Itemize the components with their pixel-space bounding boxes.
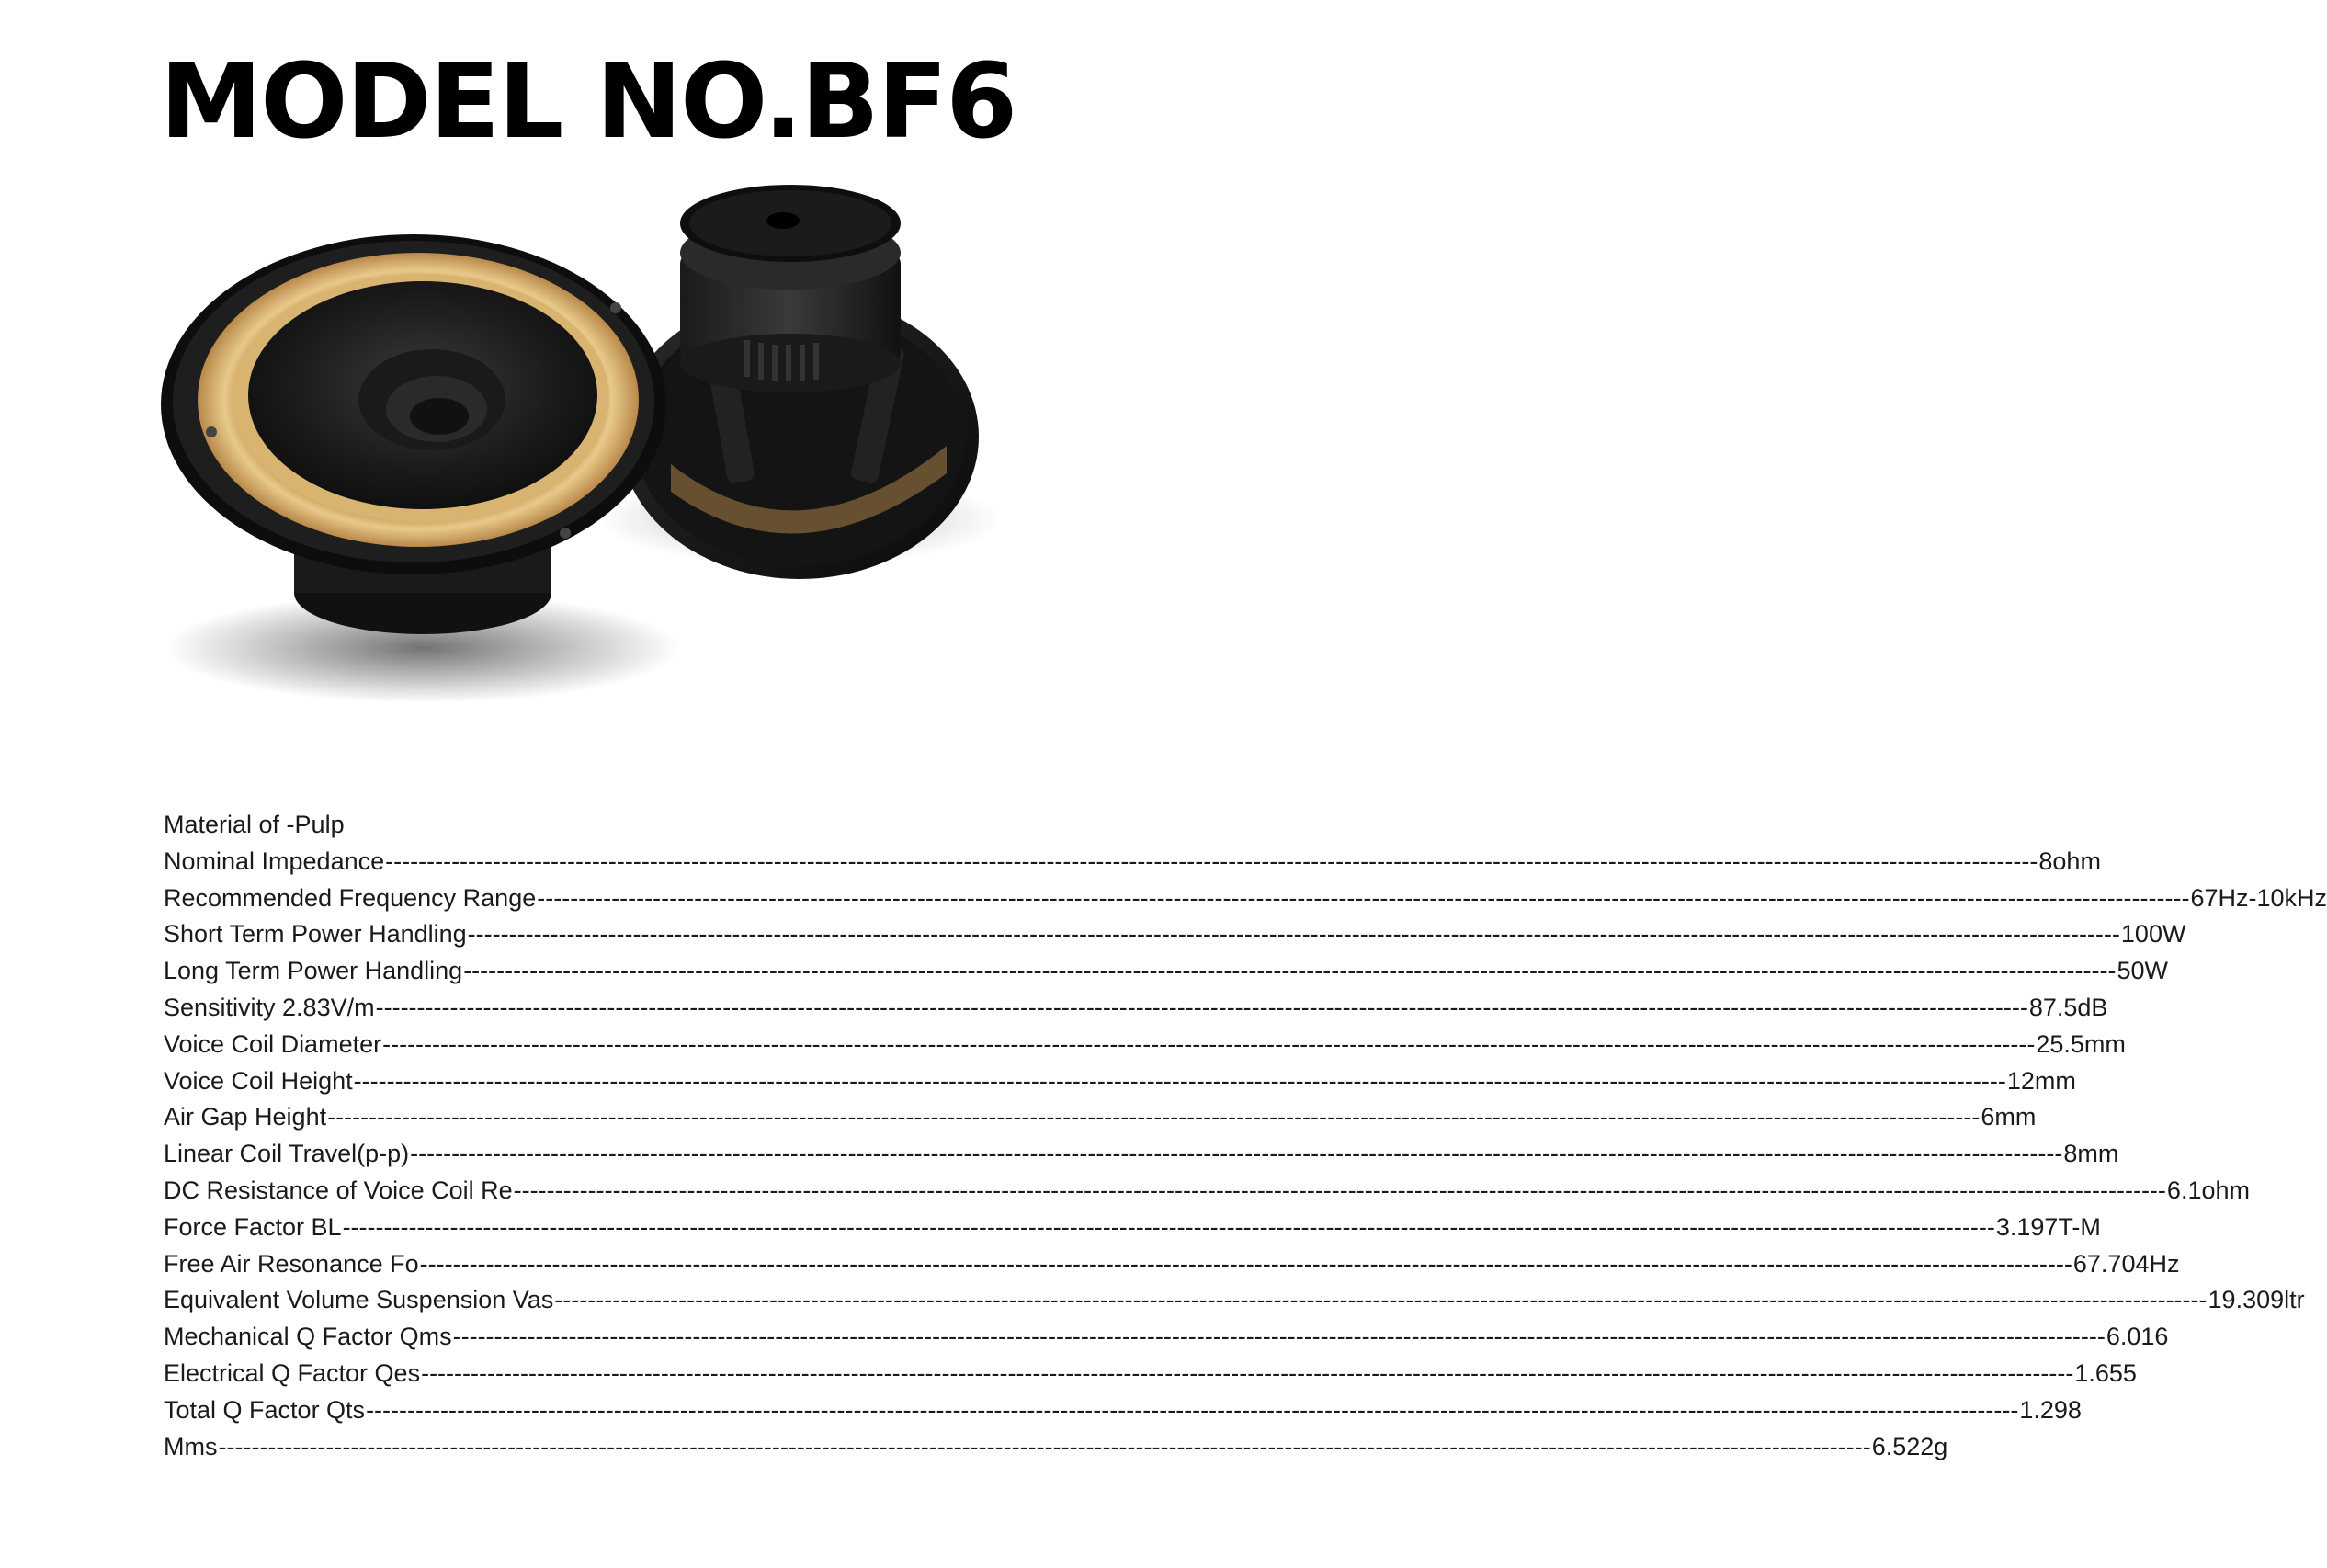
spec-value: 3.197T-M [1995, 1212, 2101, 1241]
spec-label: Equivalent Volume Suspension Vas [164, 1286, 554, 1314]
spec-row [164, 1246, 2180, 1283]
spec-leader-dashes: -------------------------------------------------------------------------------------------------------------------------------------------------------------------------------------------------------- [463, 957, 2117, 985]
spec-leader-dashes: -------------------------------------------------------------------------------------------------------------------------------------------------------------------------------------------------------- [366, 1395, 2019, 1424]
spec-value: 67.704Hz [2072, 1249, 2180, 1278]
spec-value: 6.522g [1871, 1432, 1948, 1460]
spec-value: 67Hz-10kHz [2190, 883, 2327, 912]
spec-value: 87.5dB [2028, 993, 2108, 1021]
spec-row [164, 1356, 2137, 1392]
spec-list [164, 807, 2327, 1465]
spec-material [164, 807, 1009, 844]
spec-label: Electrical Q Factor Qes [164, 1358, 421, 1387]
spec-value: 19.309ltr [2208, 1286, 2305, 1314]
spec-row [164, 953, 2168, 990]
spec-leader-dashes: -------------------------------------------------------------------------------------------------------------------------------------------------------------------------------------------------------- [382, 1029, 2036, 1058]
spec-row [164, 881, 2327, 917]
spec-value: 1.298 [2019, 1395, 2082, 1424]
spec-row [164, 916, 2186, 953]
spec-leader-dashes: -------------------------------------------------------------------------------------------------------------------------------------------------------------------------------------------------------- [452, 1323, 2106, 1351]
spec-leader-dashes: -------------------------------------------------------------------------------------------------------------------------------------------------------------------------------------------------------- [375, 993, 2028, 1021]
spec-value: 6mm [1981, 1103, 2037, 1131]
spec-value: 1.655 [2074, 1358, 2137, 1387]
page-title: MODEL NO.BF6 [159, 42, 1016, 162]
spec-label: Air Gap Height [164, 1103, 327, 1131]
spec-row [164, 1136, 2119, 1173]
spec-label: Sensitivity 2.83V/m [164, 993, 375, 1021]
spec-row [164, 1282, 2305, 1319]
spec-label: Free Air Resonance Fo [164, 1249, 419, 1278]
spec-label: Mms [164, 1432, 218, 1460]
spec-row [164, 1099, 2037, 1136]
spec-label: Recommended Frequency Range [164, 883, 537, 912]
spec-row [164, 1173, 2250, 1210]
spec-leader-dashes: -------------------------------------------------------------------------------------------------------------------------------------------------------------------------------------------------------- [218, 1432, 1871, 1460]
spec-value: 6.016 [2106, 1323, 2169, 1351]
spec-row [164, 990, 2108, 1027]
rear-speaker [620, 185, 979, 579]
spec-label: Total Q Factor Qts [164, 1395, 366, 1424]
spec-rows [164, 844, 2327, 1466]
spec-leader-dashes: -------------------------------------------------------------------------------------------------------------------------------------------------------------------------------------------------------- [353, 1066, 2006, 1095]
spec-row [164, 844, 2101, 881]
spec-value: 8ohm [2038, 846, 2101, 875]
spec-label: DC Resistance of Voice Coil Re [164, 1176, 513, 1204]
spec-label: Long Term Power Handling [164, 957, 463, 985]
spec-row [164, 1063, 2076, 1100]
spec-value: 100W [2120, 920, 2186, 949]
spec-label: Linear Coil Travel(p-p) [164, 1140, 410, 1168]
spec-value: 12mm [2006, 1066, 2076, 1095]
spec-row [164, 1429, 1948, 1466]
spec-row [164, 1392, 2082, 1429]
spec-label: Short Term Power Handling [164, 920, 467, 949]
spec-value: 6.1ohm [2166, 1176, 2250, 1204]
spec-leader-dashes: -------------------------------------------------------------------------------------------------------------------------------------------------------------------------------------------------------- [467, 920, 2120, 949]
spec-material-text: Material of -Pulp [164, 811, 345, 838]
spec-leader-dashes: -------------------------------------------------------------------------------------------------------------------------------------------------------------------------------------------------------- [513, 1176, 2166, 1204]
spec-value: 25.5mm [2036, 1029, 2126, 1058]
spec-label: Mechanical Q Factor Qms [164, 1323, 452, 1351]
spec-leader-dashes: -------------------------------------------------------------------------------------------------------------------------------------------------------------------------------------------------------- [342, 1212, 1995, 1241]
spec-row [164, 1210, 2101, 1246]
spec-leader-dashes: -------------------------------------------------------------------------------------------------------------------------------------------------------------------------------------------------------- [554, 1286, 2208, 1314]
spec-value: 50W [2117, 957, 2168, 985]
spec-leader-dashes: -------------------------------------------------------------------------------------------------------------------------------------------------------------------------------------------------------- [385, 846, 2038, 875]
spec-leader-dashes: -------------------------------------------------------------------------------------------------------------------------------------------------------------------------------------------------------- [537, 883, 2190, 912]
spec-label: Voice Coil Height [164, 1066, 353, 1095]
spec-row [164, 1319, 2169, 1356]
spec-value: 8mm [2063, 1140, 2119, 1168]
spec-leader-dashes: -------------------------------------------------------------------------------------------------------------------------------------------------------------------------------------------------------- [410, 1140, 2063, 1168]
spec-leader-dashes: -------------------------------------------------------------------------------------------------------------------------------------------------------------------------------------------------------- [421, 1358, 2074, 1387]
spec-leader-dashes: -------------------------------------------------------------------------------------------------------------------------------------------------------------------------------------------------------- [419, 1249, 2072, 1278]
spec-label: Force Factor BL [164, 1212, 342, 1241]
spec-row [164, 1027, 2126, 1063]
spec-label: Nominal Impedance [164, 846, 385, 875]
spec-leader-dashes: -------------------------------------------------------------------------------------------------------------------------------------------------------------------------------------------------------- [327, 1103, 1981, 1131]
spec-label: Voice Coil Diameter [164, 1029, 382, 1058]
front-speaker [161, 234, 666, 634]
speaker-driver-photo [156, 170, 1075, 722]
